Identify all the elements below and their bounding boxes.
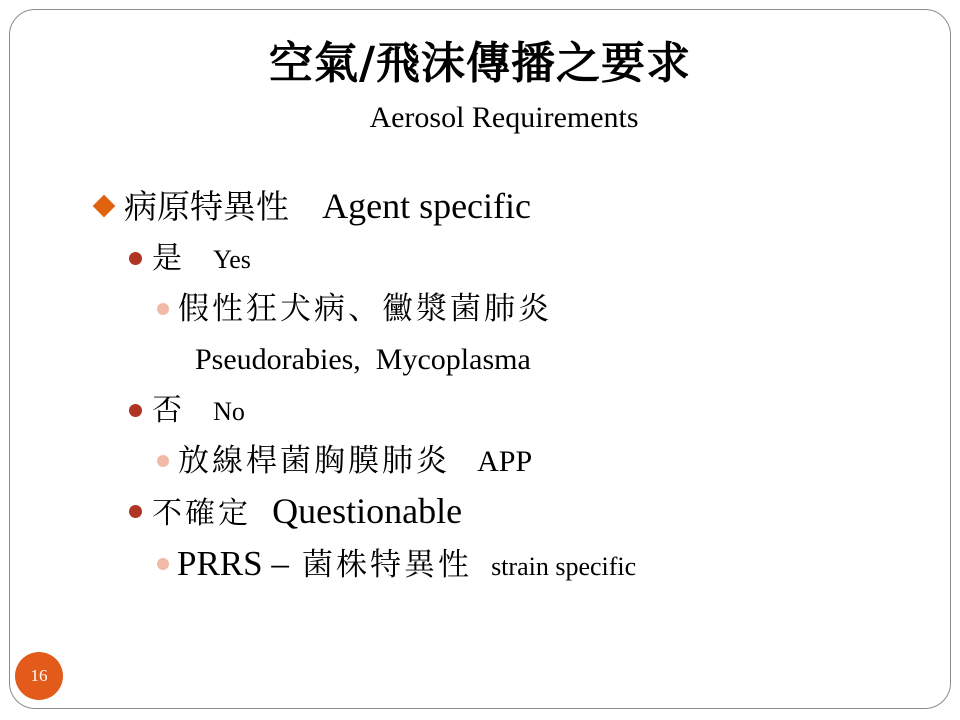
dot-bullet-icon bbox=[157, 455, 169, 467]
bullet-questionable bbox=[152, 490, 462, 539]
slide-title: 空氣/飛沫傳播之要求 bbox=[268, 38, 692, 89]
bullet-no-en: No bbox=[213, 397, 245, 426]
bullet-prrs-en: strain specific bbox=[491, 552, 637, 581]
bullet-questionable-zh: 不確定 bbox=[152, 496, 251, 531]
bullet-agent-specific bbox=[124, 184, 531, 235]
page-number-badge: 16 bbox=[15, 652, 63, 700]
bullet-questionable-sub bbox=[177, 542, 636, 592]
bullet-prrs-zh: 菌株特異性 bbox=[301, 547, 472, 583]
bullet-yes-sub-en bbox=[195, 340, 531, 384]
bullet-no-sub-en: APP bbox=[477, 445, 533, 478]
bullet-no bbox=[152, 392, 245, 434]
bullet-yes bbox=[152, 240, 251, 282]
dot-bullet-icon bbox=[129, 404, 142, 417]
dot-bullet-icon bbox=[129, 505, 142, 518]
dot-bullet-icon bbox=[157, 558, 169, 570]
dot-bullet-icon bbox=[129, 252, 142, 265]
bullet-yes-sub-en-text: Pseudorabies, Mycoplasma bbox=[195, 343, 531, 376]
bullet-agent-zh: 病原特異性 bbox=[124, 187, 289, 226]
bullet-yes-sub-zh-text: 假性狂犬病、黴漿菌肺炎 bbox=[178, 291, 552, 327]
dot-bullet-icon bbox=[157, 303, 169, 315]
bullet-yes-en: Yes bbox=[213, 245, 251, 274]
bullet-no-zh: 否 bbox=[152, 393, 182, 428]
bullet-questionable-en: Questionable bbox=[272, 491, 463, 531]
bullet-yes-sub-zh bbox=[178, 289, 552, 334]
bullet-no-sub bbox=[178, 441, 532, 486]
bullet-yes-zh: 是 bbox=[152, 241, 182, 276]
bullet-prrs-lead: PRRS – bbox=[177, 544, 289, 583]
bullet-no-sub-zh: 放線桿菌胸膜肺炎 bbox=[178, 443, 450, 479]
slide-subtitle: Aerosol Requirements bbox=[369, 101, 639, 134]
bullet-agent-en: Agent specific bbox=[322, 186, 532, 226]
